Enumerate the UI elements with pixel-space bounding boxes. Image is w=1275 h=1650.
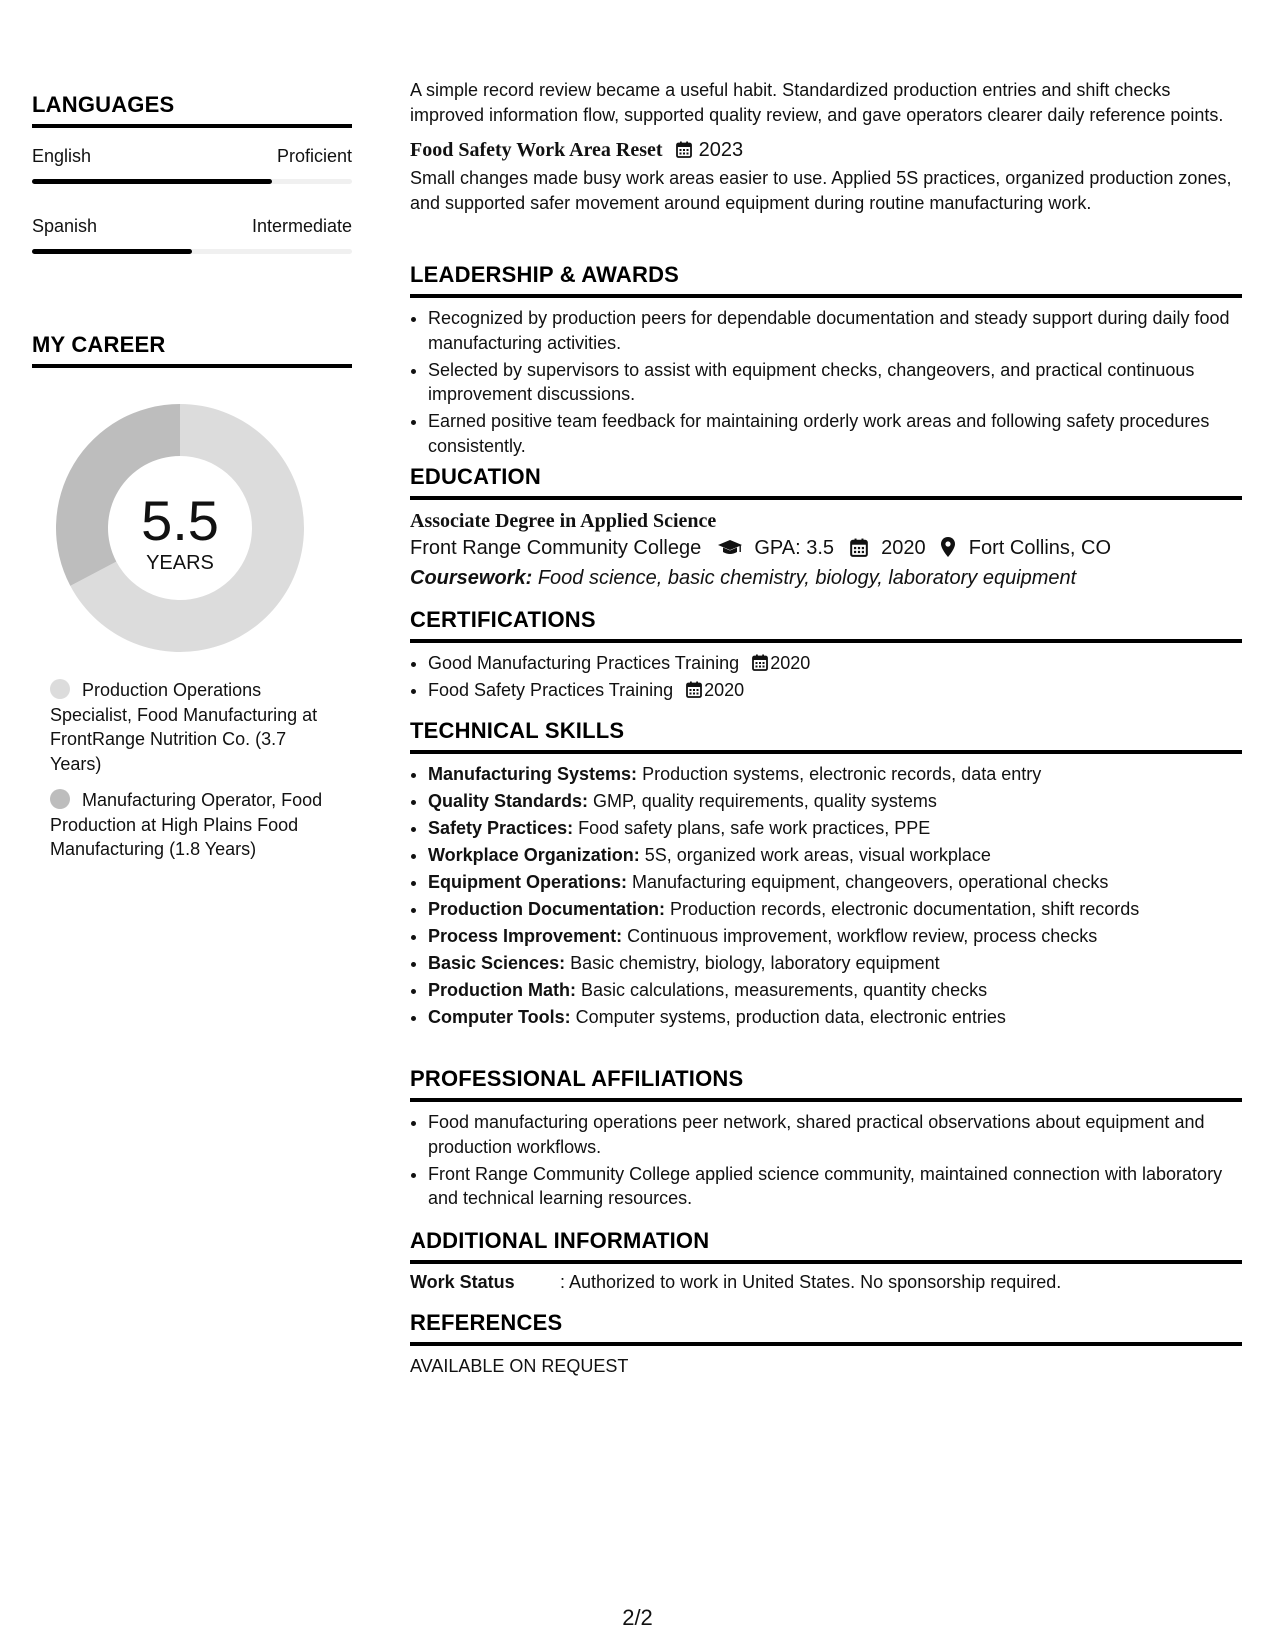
work-status-label: Work Status (410, 1272, 515, 1292)
skill-item (428, 789, 1242, 814)
skills-section (410, 718, 1242, 1032)
list-item (428, 651, 1242, 676)
certification-year: 2020 (770, 653, 811, 673)
list-item: • Earned positive team feedback for maintaining orderly work areas and following safety procedures consistently. (428, 409, 1242, 458)
certification-name: Good Manufacturing Practices Training (428, 653, 740, 673)
skill-label: Quality Standards: (428, 791, 589, 811)
list-item: • Front Range Community College applied science community, maintained connection with laboratory and technical learning resources. (428, 1162, 1242, 1211)
education-coursework (410, 563, 1242, 593)
education-heading: EDUCATION (410, 464, 1242, 500)
language-name: English (32, 146, 92, 166)
language-proficiency-fill (32, 179, 272, 184)
affiliations-section (410, 1066, 1242, 1213)
project-description: Small changes made busy work areas easier to use. Applied 5S practices, organized production zones, and supported safer movement around equipment during routine manufacturing work. (410, 168, 1232, 213)
references-heading: REFERENCES (410, 1310, 1242, 1346)
leadership-list (410, 306, 1242, 458)
calendar-icon (676, 141, 692, 158)
skill-label: Production Documentation: (428, 899, 665, 919)
graduation-cap-icon (717, 539, 743, 557)
skill-item (428, 978, 1242, 1003)
career-section (32, 332, 352, 368)
career-donut-chart (56, 404, 304, 652)
skill-value: Basic calculations, measurements, quantity checks (581, 980, 988, 1000)
calendar-icon (686, 681, 702, 698)
additional-info-heading: ADDITIONAL INFORMATION (410, 1228, 1242, 1264)
career-heading: MY CAREER (32, 332, 352, 368)
work-status-value: : Authorized to work in United States. No sponsorship required. (560, 1272, 1062, 1292)
projects-section (410, 78, 1242, 215)
skill-label: Basic Sciences: (428, 953, 566, 973)
skill-value: Basic chemistry, biology, laboratory equipment (570, 953, 940, 973)
education-school: Front Range Community College (410, 537, 702, 559)
language-item (32, 146, 352, 184)
skill-label: Manufacturing Systems: (428, 764, 638, 784)
career-total-unit: YEARS (146, 552, 214, 574)
additional-info-row (410, 1272, 1242, 1293)
career-legend-label: Manufacturing Operator, Food Production at High Plains Food Manufacturing (1.8 Years) (50, 790, 323, 859)
project-title: Food Safety Work Area Reset (410, 139, 663, 161)
skill-item (428, 897, 1242, 922)
project-year: 2023 (698, 139, 744, 161)
skill-label: Production Math: (428, 980, 576, 1000)
list-item: • Food manufacturing operations peer network, shared practical observations about equipment and production workflows. (428, 1110, 1242, 1159)
skill-label: Equipment Operations: (428, 872, 628, 892)
skill-item (428, 843, 1242, 868)
certification-year: 2020 (704, 680, 745, 700)
references-text: AVAILABLE ON REQUEST (410, 1356, 629, 1376)
education-section (410, 464, 1242, 593)
career-total-value: 5.5 (141, 489, 219, 552)
education-degree: Associate Degree in Applied Science (410, 510, 717, 532)
career-legend-item (50, 678, 330, 776)
language-proficiency-bar (32, 249, 352, 254)
skill-item (428, 762, 1242, 787)
skill-label: Workplace Organization: (428, 845, 640, 865)
affiliations-list (410, 1110, 1242, 1211)
certification-name: Food Safety Practices Training (428, 680, 674, 700)
coursework-text: Food science, basic chemistry, biology, laboratory equipment (537, 567, 1077, 589)
certifications-list (410, 651, 1242, 703)
project-item (410, 139, 1242, 215)
skill-value: Continuous improvement, workflow review, process checks (627, 926, 1098, 946)
skill-value: Computer systems, production data, electronic entries (575, 1007, 1006, 1027)
project-title-row (410, 139, 1242, 162)
calendar-icon (752, 654, 768, 671)
page-number: 2/2 (622, 1605, 653, 1630)
skill-item (428, 870, 1242, 895)
skill-value: GMP, quality requirements, quality systems (593, 791, 937, 811)
language-proficiency-fill (32, 249, 192, 254)
skill-value: Food safety plans, safe work practices, PPE (578, 818, 931, 838)
career-legend-label: Production Operations Specialist, Food Manufacturing at FrontRange Nutrition Co. (3.7 Years) (50, 680, 318, 774)
language-level: Intermediate (251, 216, 352, 236)
skill-item (428, 951, 1242, 976)
skill-label: Safety Practices: (428, 818, 574, 838)
skill-item (428, 924, 1242, 949)
legend-dot (50, 789, 70, 809)
education-gpa: GPA: 3.5 (754, 537, 835, 559)
list-item (428, 678, 1242, 703)
legend-dot (50, 679, 70, 699)
list-item: • Recognized by production peers for dependable documentation and steady support during daily food manufacturing activities. (428, 306, 1242, 355)
career-legend-item (50, 788, 330, 862)
languages-heading: LANGUAGES (32, 92, 352, 128)
skill-value: Production systems, electronic records, data entry (642, 764, 1042, 784)
list-item: • Selected by supervisors to assist with equipment checks, changeovers, and practical continuous improvement discussions. (428, 358, 1242, 407)
education-details (410, 533, 1242, 563)
language-name: Spanish (32, 216, 98, 236)
additional-info-section (410, 1228, 1242, 1293)
education-year: 2020 (881, 537, 926, 559)
language-item (32, 216, 352, 254)
calendar-icon (850, 538, 868, 557)
skill-label: Process Improvement: (428, 926, 623, 946)
project-intro-text: A simple record review became a useful habit. Standardized production entries and shift checks improved information flow, supported quality review, and gave operators clearer daily reference points. (410, 80, 1224, 125)
skill-value: Manufacturing equipment, changeovers, operational checks (632, 872, 1109, 892)
leadership-heading: LEADERSHIP & AWARDS (410, 262, 1242, 298)
map-pin-icon (941, 537, 955, 557)
language-level: Proficient (276, 146, 352, 166)
coursework-label: Coursework: (410, 567, 533, 589)
skill-value: Production records, electronic documentation, shift records (670, 899, 1140, 919)
leadership-section (410, 262, 1242, 461)
affiliations-heading: PROFESSIONAL AFFILIATIONS (410, 1066, 1242, 1102)
skill-label: Computer Tools: (428, 1007, 571, 1027)
skills-heading: TECHNICAL SKILLS (410, 718, 1242, 754)
certifications-heading: CERTIFICATIONS (410, 607, 1242, 643)
education-location: Fort Collins, CO (968, 537, 1112, 559)
references-section (410, 1310, 1242, 1377)
skill-value: 5S, organized work areas, visual workplace (644, 845, 991, 865)
skills-list (410, 762, 1242, 1030)
language-proficiency-bar (32, 179, 352, 184)
languages-section (32, 92, 352, 128)
skill-item (428, 816, 1242, 841)
certifications-section (410, 607, 1242, 705)
skill-item (428, 1005, 1242, 1030)
